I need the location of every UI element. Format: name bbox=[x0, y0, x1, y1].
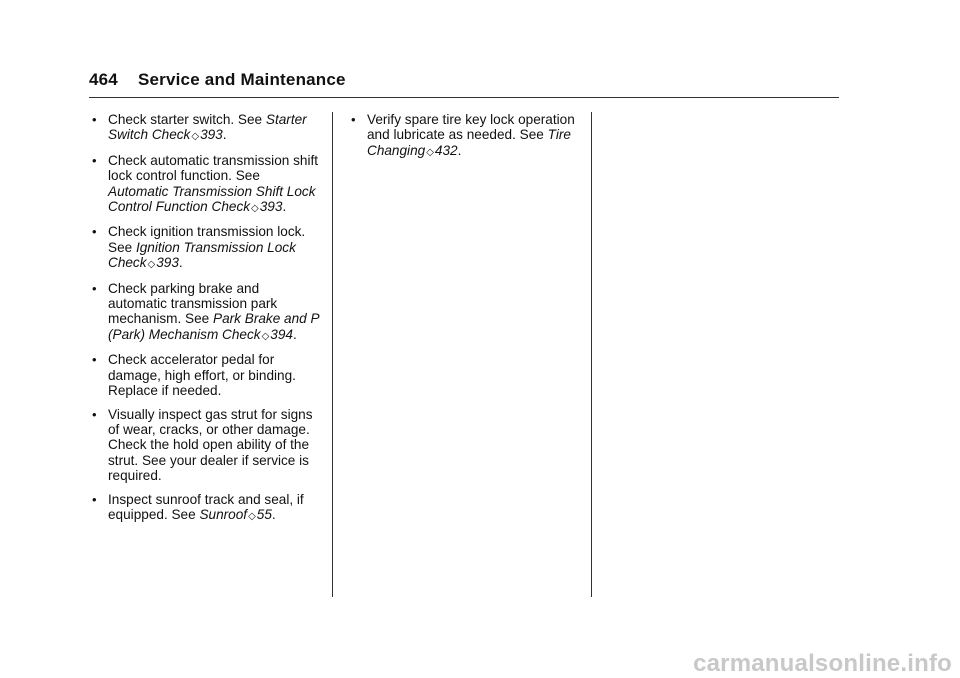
reference-title[interactable]: Park Brake and P (Park) Mechanism Check bbox=[108, 311, 320, 342]
section-title: Service and Maintenance bbox=[137, 70, 346, 89]
reference-title[interactable]: Sunroof bbox=[199, 506, 248, 522]
cross-reference-link[interactable] bbox=[199, 507, 271, 522]
list-item bbox=[89, 407, 321, 484]
column-middle bbox=[348, 112, 580, 168]
bullet-icon: • bbox=[92, 352, 97, 368]
item-tail: . bbox=[178, 255, 183, 271]
bullet-icon: • bbox=[92, 280, 97, 296]
list-item bbox=[89, 492, 321, 525]
item-tail: . bbox=[222, 127, 227, 143]
list-item bbox=[89, 281, 321, 345]
page-arrow-icon: ◇ bbox=[426, 146, 434, 158]
page-arrow-icon: ◇ bbox=[147, 259, 156, 271]
item-tail: . bbox=[282, 199, 287, 215]
reference-title[interactable]: Starter Switch Check bbox=[108, 112, 307, 143]
column-divider bbox=[332, 112, 333, 597]
page-arrow-icon: ◇ bbox=[251, 203, 259, 215]
bullet-icon: • bbox=[92, 491, 97, 507]
bullet-icon: • bbox=[92, 224, 97, 240]
list-item bbox=[348, 112, 580, 160]
bullet-icon: • bbox=[92, 112, 97, 127]
item-tail: . bbox=[292, 326, 297, 342]
item-text: Check automatic transmission shift lock control function. See bbox=[108, 152, 319, 184]
item-tail: . bbox=[271, 506, 276, 522]
cross-reference-link[interactable] bbox=[108, 240, 296, 270]
column-left bbox=[89, 112, 321, 532]
reference-page[interactable]: 394 bbox=[270, 326, 293, 342]
reference-page[interactable]: 393 bbox=[259, 199, 283, 215]
page-number: 464 bbox=[89, 70, 118, 89]
item-tail: . bbox=[457, 142, 462, 158]
item-text: Check starter switch. See bbox=[108, 112, 266, 127]
page-arrow-icon: ◇ bbox=[248, 510, 256, 522]
header-rule bbox=[89, 97, 839, 98]
item-text: Visually inspect gas strut for signs of wear, cracks, or other damage. Check the hold open ability of the strut. See your dealer if service is required. bbox=[108, 406, 313, 484]
page-header bbox=[89, 70, 346, 90]
list-item bbox=[89, 112, 321, 145]
bullet-icon: • bbox=[92, 406, 97, 422]
reference-page[interactable]: 393 bbox=[156, 255, 179, 271]
item-text: Check accelerator pedal for damage, high effort, or binding. Replace if needed. bbox=[108, 352, 296, 399]
bullet-icon: • bbox=[351, 112, 356, 127]
item-text: Inspect sunroof track and seal, if equipped. See bbox=[108, 491, 304, 522]
list-item bbox=[89, 224, 321, 272]
watermark: carmanualsonline.info bbox=[693, 650, 952, 677]
reference-page[interactable]: 55 bbox=[256, 506, 272, 522]
reference-title[interactable]: Automatic Transmission Shift Lock Control Function Check bbox=[108, 183, 316, 215]
bullet-icon: • bbox=[92, 152, 97, 168]
item-text: Check parking brake and automatic transmission park mechanism. See bbox=[108, 280, 278, 327]
reference-page[interactable]: 393 bbox=[200, 127, 223, 143]
column-divider bbox=[591, 112, 592, 597]
list-item bbox=[89, 153, 321, 217]
page-arrow-icon: ◇ bbox=[191, 131, 200, 143]
reference-title[interactable]: Ignition Transmission Lock Check bbox=[108, 239, 296, 271]
item-text: Check ignition transmission lock. See bbox=[108, 224, 306, 255]
item-text: Verify spare tire key lock operation and lubricate as needed. See bbox=[367, 112, 575, 143]
page-arrow-icon: ◇ bbox=[261, 330, 270, 342]
reference-title[interactable]: Tire Changing bbox=[367, 127, 571, 158]
list-item bbox=[89, 352, 321, 398]
reference-page[interactable]: 432 bbox=[434, 142, 458, 158]
